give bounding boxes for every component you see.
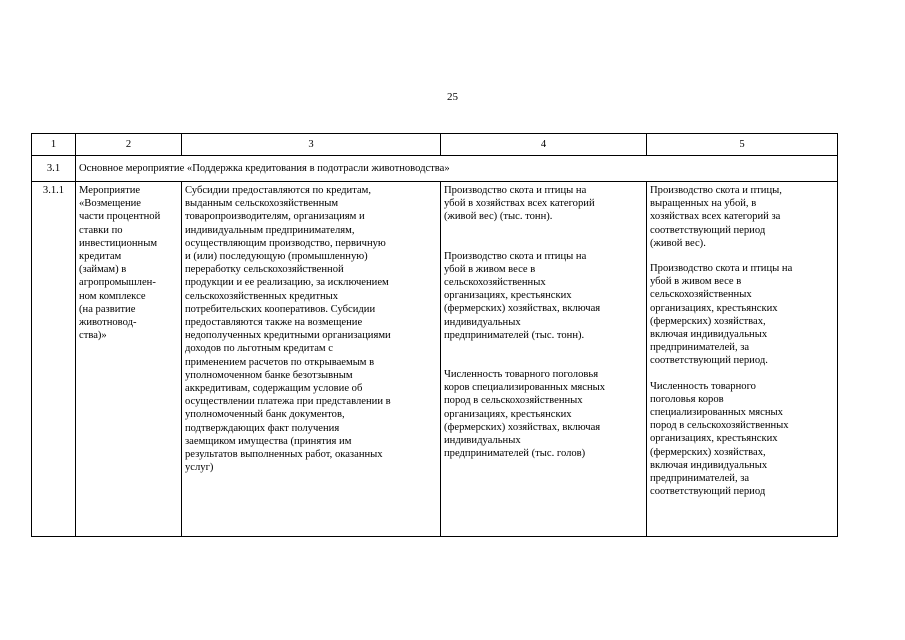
section-number: 3.1 bbox=[32, 156, 76, 182]
measure-name: Мероприятие «Возмещение части процентной ставки по инвестиционным кредитам (займам) в агропромышлен- ном комплексе (на развитие животновод- ства)» bbox=[76, 182, 182, 537]
column-number-1: 1 bbox=[32, 134, 76, 156]
indicator-2: Производство скота и птицы на убой в живом весе в сельскохозяйственных организациях, крестьянских (фермерских) хозяйствах, включая индивидуальных предпринимателей (тыс. тонн). bbox=[444, 250, 601, 341]
indicator-3: Численность товарного поголовья коров специализированных мясных пород в сельскохозяйственных организациях, крестьянских (фермерских) хозяйствах, включая индивидуальных предпринимателей (тыс. голов) bbox=[444, 369, 606, 460]
section-title: Основное мероприятие «Поддержка кредитования в подотрасли животноводства» bbox=[76, 156, 838, 182]
result-3: Численность товарного поголовья коров специализированных мясных пород в сельскохозяйственных организациях, крестьянских (фермерских) хозяйствах, включая индивидуальных предпринимателей, за соответствующий период bbox=[650, 380, 789, 498]
indicator-1: Производство скота и птицы на убой в хозяйствах всех категорий (живой вес) (тыс. тонн). bbox=[444, 185, 595, 223]
result-1: Производство скота и птицы, выращенных на убой, в хозяйствах всех категорий за соответствующий период (живой вес). bbox=[650, 185, 782, 249]
measure-number: 3.1.1 bbox=[32, 182, 76, 537]
results-cell bbox=[647, 182, 838, 537]
indicators-cell bbox=[441, 182, 647, 537]
program-table bbox=[31, 133, 838, 537]
measure-row bbox=[32, 182, 838, 537]
measure-description: Субсидии предоставляются по кредитам, выданным сельскохозяйственным товаропроизводителям, организациям и индивидуальным предпринимателям, осуществляющим производство, первичную и (или) последующую (промышленную) переработку сельскохозяйственной продукции и ее реализацию, за исключением сельскохозяйственных кредитных потребительских кооперативов. Субсидии предоставляются также на возмещение недополученных кредитными организациями доходов по льготным кредитам с применением расчетов по открываемым в уполномоченном банке безотзывным аккредитивам, содержащим условие об осуществлении платежа при представлении в уполномоченный банк документов, подтверждающих факт получения заемщиком имущества (принятия им результатов выполненных работ, оказанных услуг) bbox=[182, 182, 441, 537]
section-row bbox=[32, 156, 838, 182]
page-number: 25 bbox=[447, 91, 458, 103]
result-2: Производство скота и птицы на убой в живом весе в сельскохозяйственных организациях, крестьянских (фермерских) хозяйствах, включая индивидуальных предпринимателей, за соответствующий период. bbox=[650, 263, 793, 367]
column-number-4: 4 bbox=[441, 134, 647, 156]
column-number-3: 3 bbox=[182, 134, 441, 156]
column-number-5: 5 bbox=[647, 134, 838, 156]
column-number-2: 2 bbox=[76, 134, 182, 156]
column-numbers-row bbox=[32, 134, 838, 156]
